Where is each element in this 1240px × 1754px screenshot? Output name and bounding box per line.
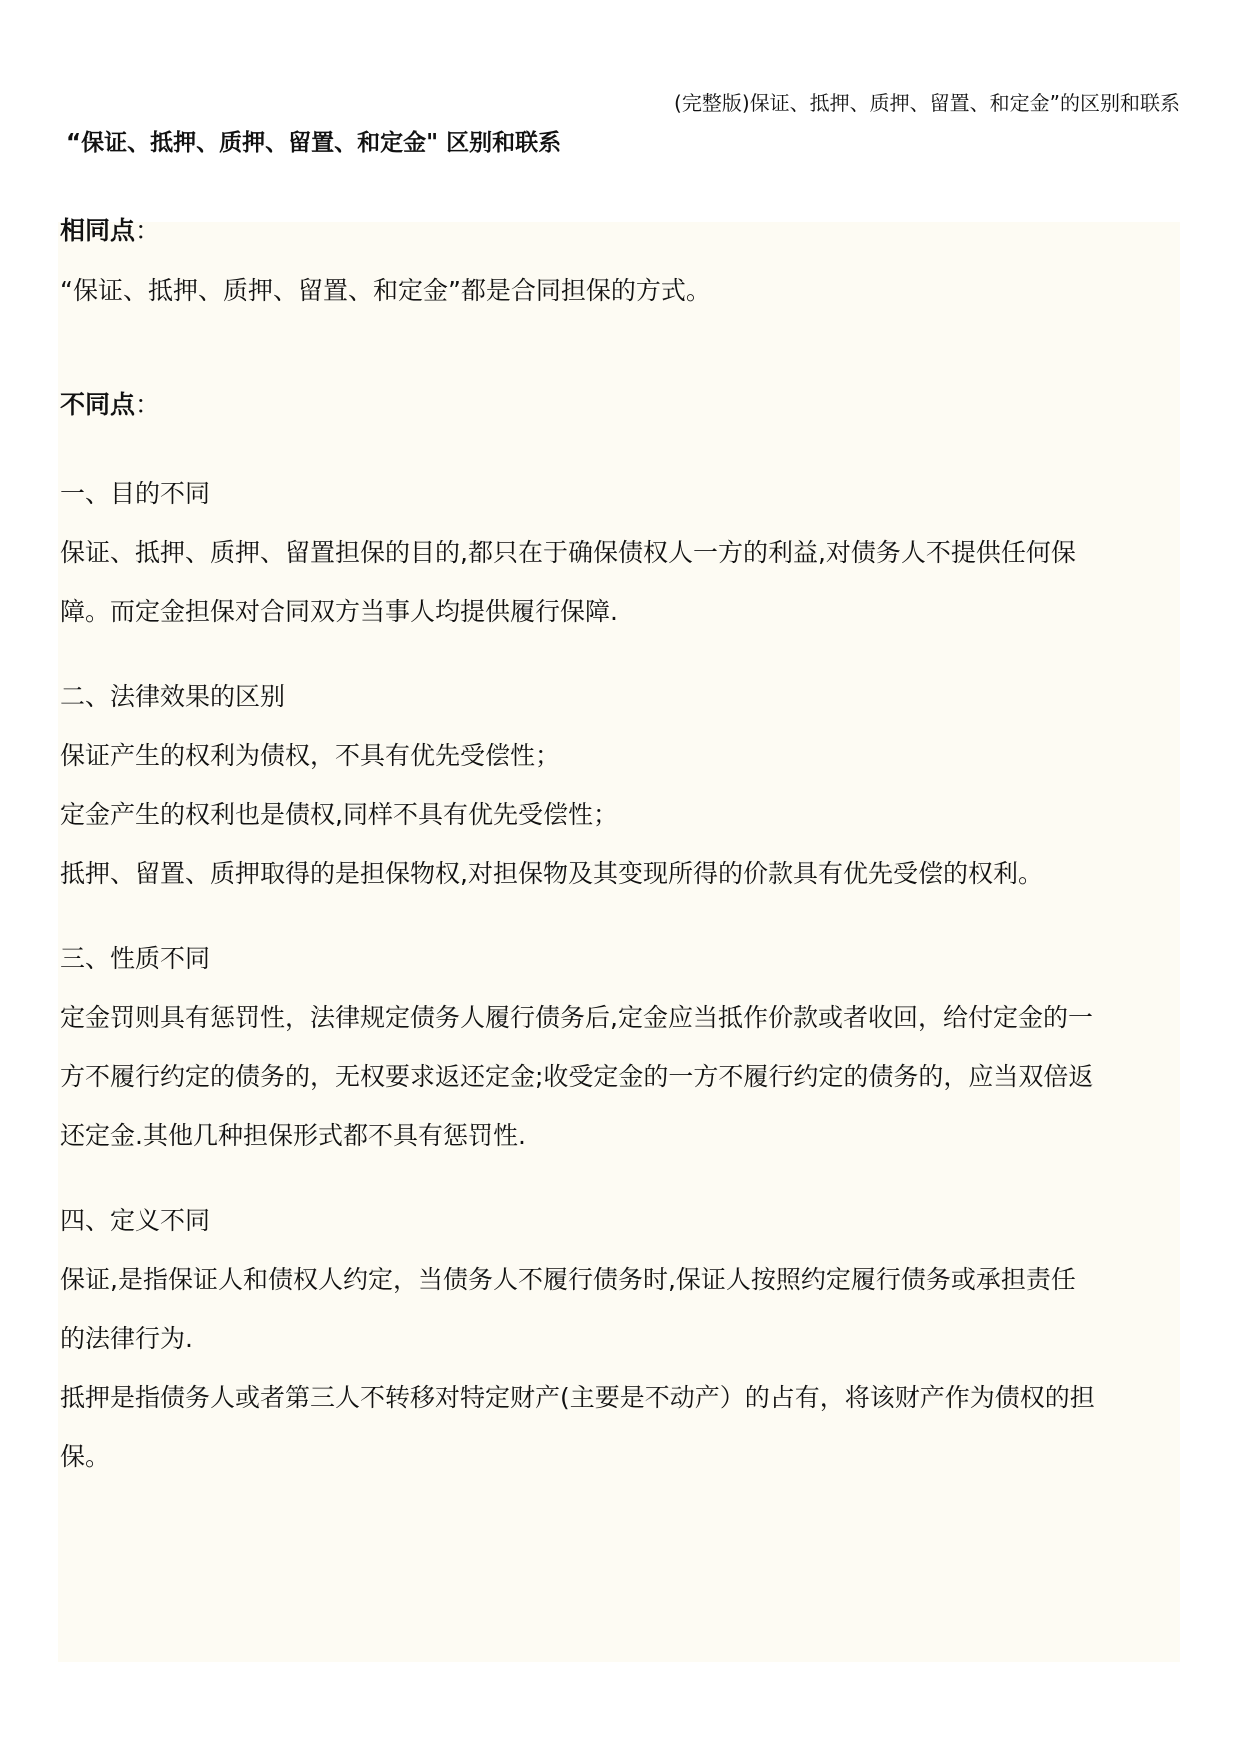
- section-heading: 一、目的不同: [60, 479, 211, 508]
- differences-colon: ：: [135, 390, 161, 419]
- paragraph-line: 障。而定金担保对合同双方当事人均提供履行保障.: [60, 597, 618, 626]
- content-panel: [58, 216, 1180, 1662]
- paragraph-line: 定金产生的权利也是债权,同样不具有优先受偿性；: [60, 800, 618, 829]
- similarities-colon: ：: [135, 216, 161, 245]
- paragraph-line: 方不履行约定的债务的，无权要求返还定金;收受定金的一方不履行约定的债务的，应当双倍返: [60, 1062, 1094, 1091]
- similarities-label: 相同点: [60, 216, 136, 245]
- similarities-heading: [60, 214, 160, 248]
- section-heading: 四、定义不同: [60, 1206, 211, 1235]
- paragraph-line: 保证,是指保证人和债权人约定，当债务人不履行债务时,保证人按照约定履行债务或承担责任: [60, 1265, 1076, 1294]
- differences-heading: [60, 388, 160, 422]
- paragraph-line: 保。: [60, 1442, 111, 1471]
- running-header: (完整版)保证、抵押、质押、留置、和定金”的区别和联系: [674, 91, 1180, 115]
- paragraph-line: 的法律行为.: [60, 1324, 193, 1353]
- paragraph-line: 保证、抵押、质押、留置担保的目的,都只在于确保债权人一方的利益,对债务人不提供任何保: [60, 538, 1076, 567]
- paragraph-line: 抵押、留置、质押取得的是担保物权,对担保物及其变现所得的价款具有优先受偿的权利。: [60, 859, 1043, 888]
- differences-label: 不同点: [60, 390, 136, 419]
- paragraph-line: 抵押是指债务人或者第三人不转移对特定财产(主要是不动产）的占有，将该财产作为债权的担: [60, 1383, 1095, 1412]
- paragraph-line: 还定金.其他几种担保形式都不具有惩罚性.: [60, 1121, 526, 1150]
- section-heading: 三、性质不同: [60, 944, 211, 973]
- paragraph-line: 定金罚则具有惩罚性，法律规定债务人履行债务后,定金应当抵作价款或者收回，给付定金的一: [60, 1003, 1093, 1032]
- section-heading: 二、法律效果的区别: [60, 682, 286, 711]
- similarities-text: “保证、抵押、质押、留置、和定金”都是合同担保的方式。: [60, 276, 711, 305]
- document-title: “保证、抵押、质押、留置、和定金" 区别和联系: [66, 130, 562, 156]
- paragraph-line: 保证产生的权利为债权，不具有优先受偿性；: [60, 741, 561, 770]
